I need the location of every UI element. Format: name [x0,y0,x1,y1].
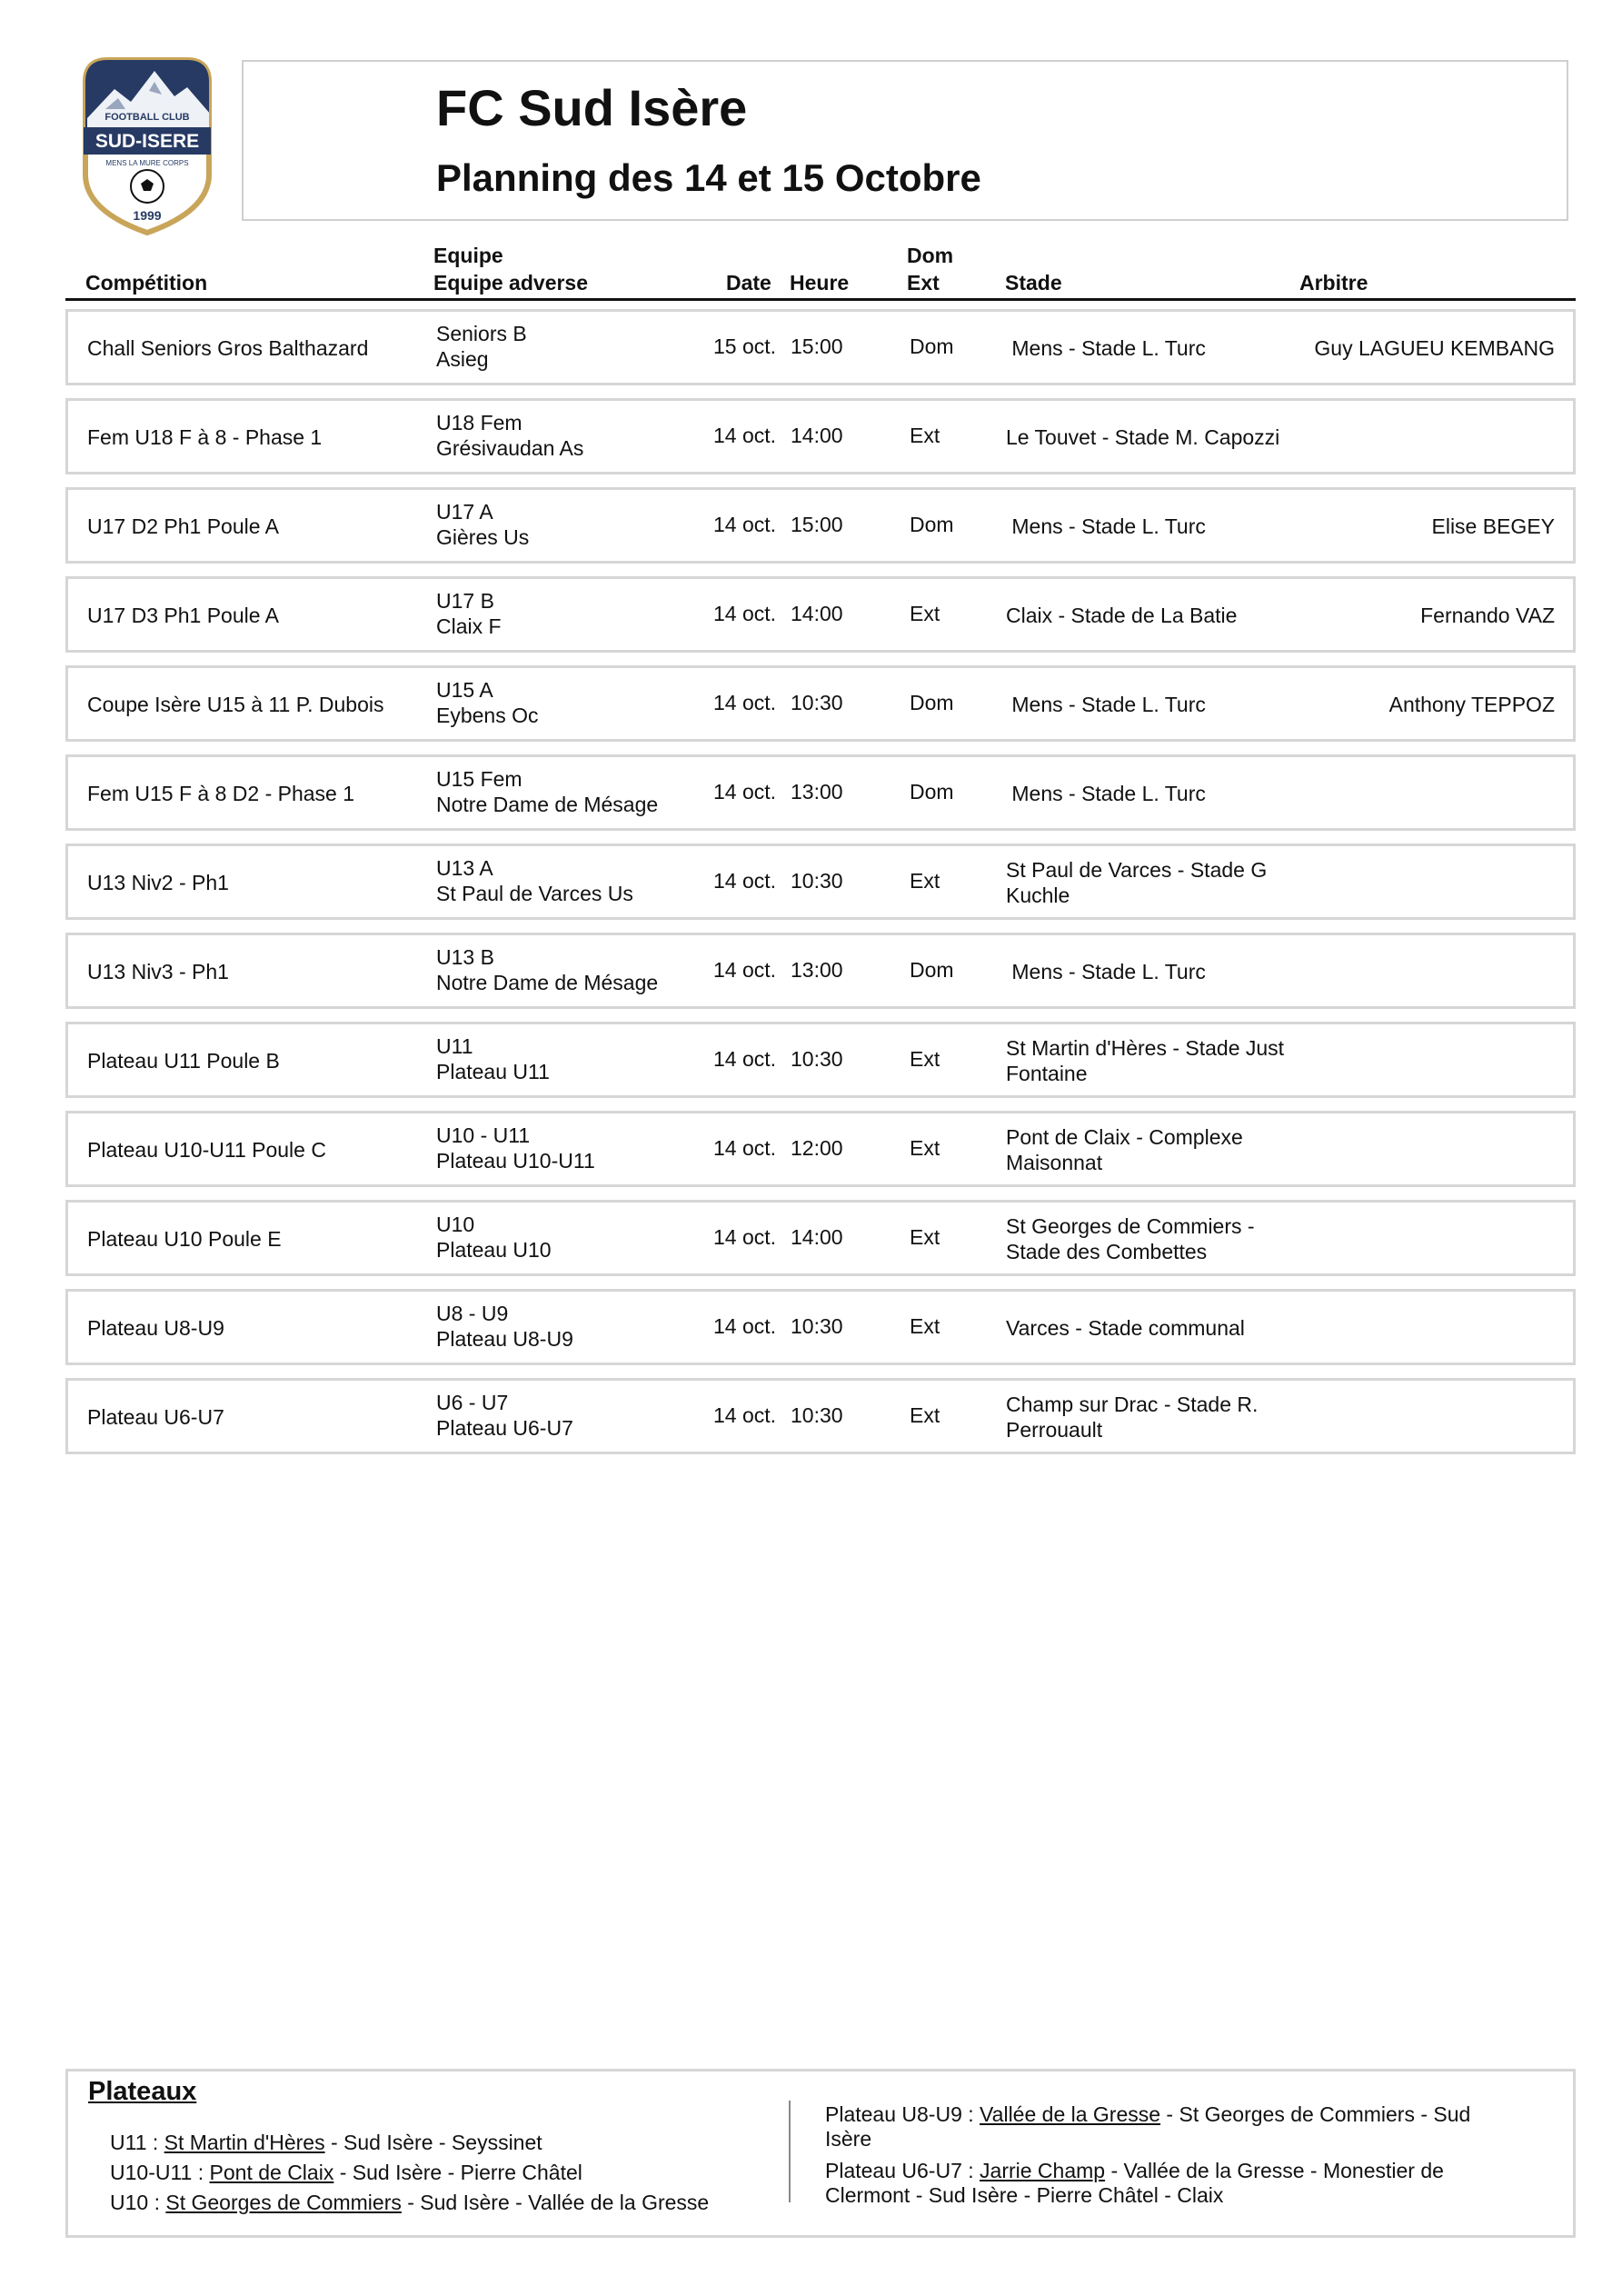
competition: U13 Niv3 - Ph1 [87,960,229,983]
team: U6 - U7 [436,1391,509,1414]
match-row [65,1022,1576,1098]
home-away: Ext [910,1225,940,1249]
team: U15 Fem [436,767,522,791]
date: 14 oct. [713,602,777,625]
home-away: Dom [910,691,954,714]
date: 14 oct. [713,780,777,804]
plateaux-box [65,2069,1576,2238]
date: 14 oct. [713,958,777,982]
match-row [65,844,1576,920]
team-cell [436,1212,709,1263]
home-away: Ext [910,1314,940,1338]
referee [1309,944,1555,999]
team-cell [436,677,709,728]
team-cell [436,1301,709,1352]
time: 14:00 [791,424,843,447]
divider [789,2101,791,2202]
time: 10:30 [791,1047,843,1071]
col-competition: Compétition [85,271,208,294]
date: 14 oct. [713,1225,777,1249]
opponent: Plateau U10 [436,1238,552,1262]
team: U15 A [436,678,493,702]
team-cell [436,855,709,906]
date: 14 oct. [713,424,777,447]
stadium: Claix - Stade de La Batie [1006,604,1238,627]
home-away: Ext [910,1136,940,1160]
time: 10:30 [791,869,843,893]
stadium: St Martin d'Hères - Stade Just Fontaine [1006,1036,1290,1085]
team-cell [436,588,709,639]
competition: Fem U15 F à 8 D2 - Phase 1 [87,782,355,805]
competition: Plateau U8-U9 [87,1316,224,1340]
opponent: Gières Us [436,525,530,549]
match-row [65,1200,1576,1276]
competition: Plateau U10-U11 Poule C [87,1138,326,1162]
competition: Plateau U6-U7 [87,1405,224,1429]
stadium: Mens - Stade L. Turc [1006,514,1206,538]
opponent: Grésivaudan As [436,436,584,460]
col-date: Date [726,271,771,294]
team-cell [436,1390,709,1441]
time: 15:00 [791,513,843,536]
time: 10:30 [791,691,843,714]
referee [1309,855,1555,910]
team-cell [436,1123,709,1173]
team: U10 [436,1213,475,1236]
stadium: Le Touvet - Stade M. Capozzi [1006,425,1280,449]
plateaux-right-list [825,2102,1488,2215]
stadium: St Paul de Varces - Stade G Kuchle [1006,858,1273,907]
match-row [65,933,1576,1009]
time: 15:00 [791,334,843,358]
competition: U13 Niv2 - Ph1 [87,871,229,894]
plateau-item: U10-U11 : Pont de Claix - Sud Isère - Pierre Châtel [110,2161,582,2184]
team: U13 A [436,856,493,880]
referee: Guy LAGUEU KEMBANG [1314,336,1555,360]
team: U18 Fem [436,411,522,434]
team: U8 - U9 [436,1302,509,1325]
team: Seniors B [436,322,527,345]
competition: Fem U18 F à 8 - Phase 1 [87,425,323,449]
match-row [65,754,1576,831]
match-row [65,309,1576,385]
time: 13:00 [791,780,843,804]
time: 10:30 [791,1403,843,1427]
date: 14 oct. [713,691,777,714]
title-box [242,60,1568,221]
opponent: Eybens Oc [436,704,539,727]
home-away: Dom [910,780,954,804]
col-heure: Heure [790,271,850,294]
date: 14 oct. [713,869,777,893]
col-stade: Stade [1005,271,1062,294]
plateau-host: Vallée de la Gresse [980,2102,1161,2126]
team-cell [436,766,709,817]
match-row [65,1378,1576,1454]
opponent: Claix F [436,614,502,638]
plateau-item: U11 : St Martin d'Hères - Sud Isère - Seyssinet [110,2131,542,2154]
plateaux-left-list [110,2128,709,2218]
referee [1309,766,1555,821]
stadium: Varces - Stade communal [1006,1316,1245,1340]
competition: Plateau U10 Poule E [87,1227,282,1251]
date: 14 oct. [713,1136,777,1160]
opponent: Asieg [436,347,489,371]
opponent: Plateau U10-U11 [436,1149,595,1173]
team: U17 A [436,500,493,524]
home-away: Ext [910,602,940,625]
date: 14 oct. [713,1403,777,1427]
opponent: Plateau U8-U9 [436,1327,573,1351]
competition: U17 D2 Ph1 Poule A [87,514,279,538]
time: 12:00 [791,1136,843,1160]
stadium: Mens - Stade L. Turc [1006,336,1206,360]
match-row [65,398,1576,474]
match-row [65,1289,1576,1365]
referee [1309,1033,1555,1088]
stadium: Pont de Claix - Complexe Maisonnat [1006,1125,1249,1174]
team-cell [436,499,709,550]
table-header [65,242,1576,301]
logo-club-text: FOOTBALL CLUB [104,112,190,123]
referee: Anthony TEPPOZ [1388,693,1555,716]
team-cell [436,944,709,995]
team-cell [436,321,709,372]
club-logo [78,55,216,236]
referee: Fernando VAZ [1420,604,1555,627]
referee [1309,1390,1555,1444]
referee: Elise BEGEY [1431,514,1555,538]
team: U13 B [436,945,494,969]
home-away: Dom [910,958,954,982]
opponent: Notre Dame de Mésage [436,793,659,816]
team: U17 B [436,589,494,613]
team-cell [436,410,709,461]
logo-name-text: SUD-ISERE [95,131,200,152]
stadium: Mens - Stade L. Turc [1006,693,1206,716]
plateaux-title: Plateaux [88,2077,197,2106]
plateau-host: Pont de Claix [209,2161,334,2184]
team: U10 - U11 [436,1123,531,1147]
home-away: Ext [910,424,940,447]
col-equipe: Equipe Equipe adverse [433,244,589,294]
logo-year-text: 1999 [133,208,162,223]
referee [1309,1212,1555,1266]
time: 14:00 [791,1225,843,1249]
stadium: Champ sur Drac - Stade R. Perrouault [1006,1393,1264,1442]
home-away: Ext [910,1047,940,1071]
date: 14 oct. [713,1314,777,1338]
home-away: Dom [910,334,954,358]
time: 10:30 [791,1314,843,1338]
col-domext: Dom Ext [907,244,954,294]
competition: Plateau U11 Poule B [87,1049,280,1073]
club-name: FC Sud Isère [436,79,748,136]
team-cell [436,1033,709,1084]
opponent: Notre Dame de Mésage [436,971,659,994]
planning-title: Planning des 14 et 15 Octobre [436,156,981,199]
match-row [65,1111,1576,1187]
plateau-host: St Martin d'Hères [164,2131,325,2154]
referee [1309,1123,1555,1177]
competition: Coupe Isère U15 à 11 P. Dubois [87,693,384,716]
match-list [65,309,1576,1467]
home-away: Ext [910,869,940,893]
date: 15 oct. [713,334,777,358]
stadium: Mens - Stade L. Turc [1006,960,1206,983]
referee [1309,1301,1555,1355]
match-row [65,487,1576,564]
time: 14:00 [791,602,843,625]
referee [1309,410,1555,464]
time: 13:00 [791,958,843,982]
opponent: Plateau U6-U7 [436,1416,573,1440]
competition: Chall Seniors Gros Balthazard [87,336,369,360]
stadium: Mens - Stade L. Turc [1006,782,1206,805]
plateau-item: U10 : St Georges de Commiers - Sud Isère - Vallée de la Gresse [110,2191,710,2214]
plateau-host: Jarrie Champ [980,2159,1106,2182]
team: U11 [436,1034,473,1058]
opponent: St Paul de Varces Us [436,882,633,905]
competition: U17 D3 Ph1 Poule A [87,604,279,627]
plateau-host: St Georges de Commiers [165,2191,402,2214]
match-row [65,576,1576,653]
col-arbitre: Arbitre [1299,271,1368,294]
date: 14 oct. [713,1047,777,1071]
plateau-item: Plateau U6-U7 : Jarrie Champ - Vallée de la Gresse - Monestier de Clermont - Sud Isère - Pierre Châtel - Claix [825,2159,1444,2207]
plateau-item: Plateau U8-U9 : Vallée de la Gresse - St Georges de Commiers - Sud Isère [825,2102,1471,2151]
match-row [65,665,1576,742]
date: 14 oct. [713,513,777,536]
home-away: Ext [910,1403,940,1427]
logo-towns-text: MENS LA MURE CORPS [105,159,189,167]
stadium: St Georges de Commiers - Stade des Combettes [1006,1214,1260,1263]
home-away: Dom [910,513,954,536]
opponent: Plateau U11 [436,1060,550,1083]
